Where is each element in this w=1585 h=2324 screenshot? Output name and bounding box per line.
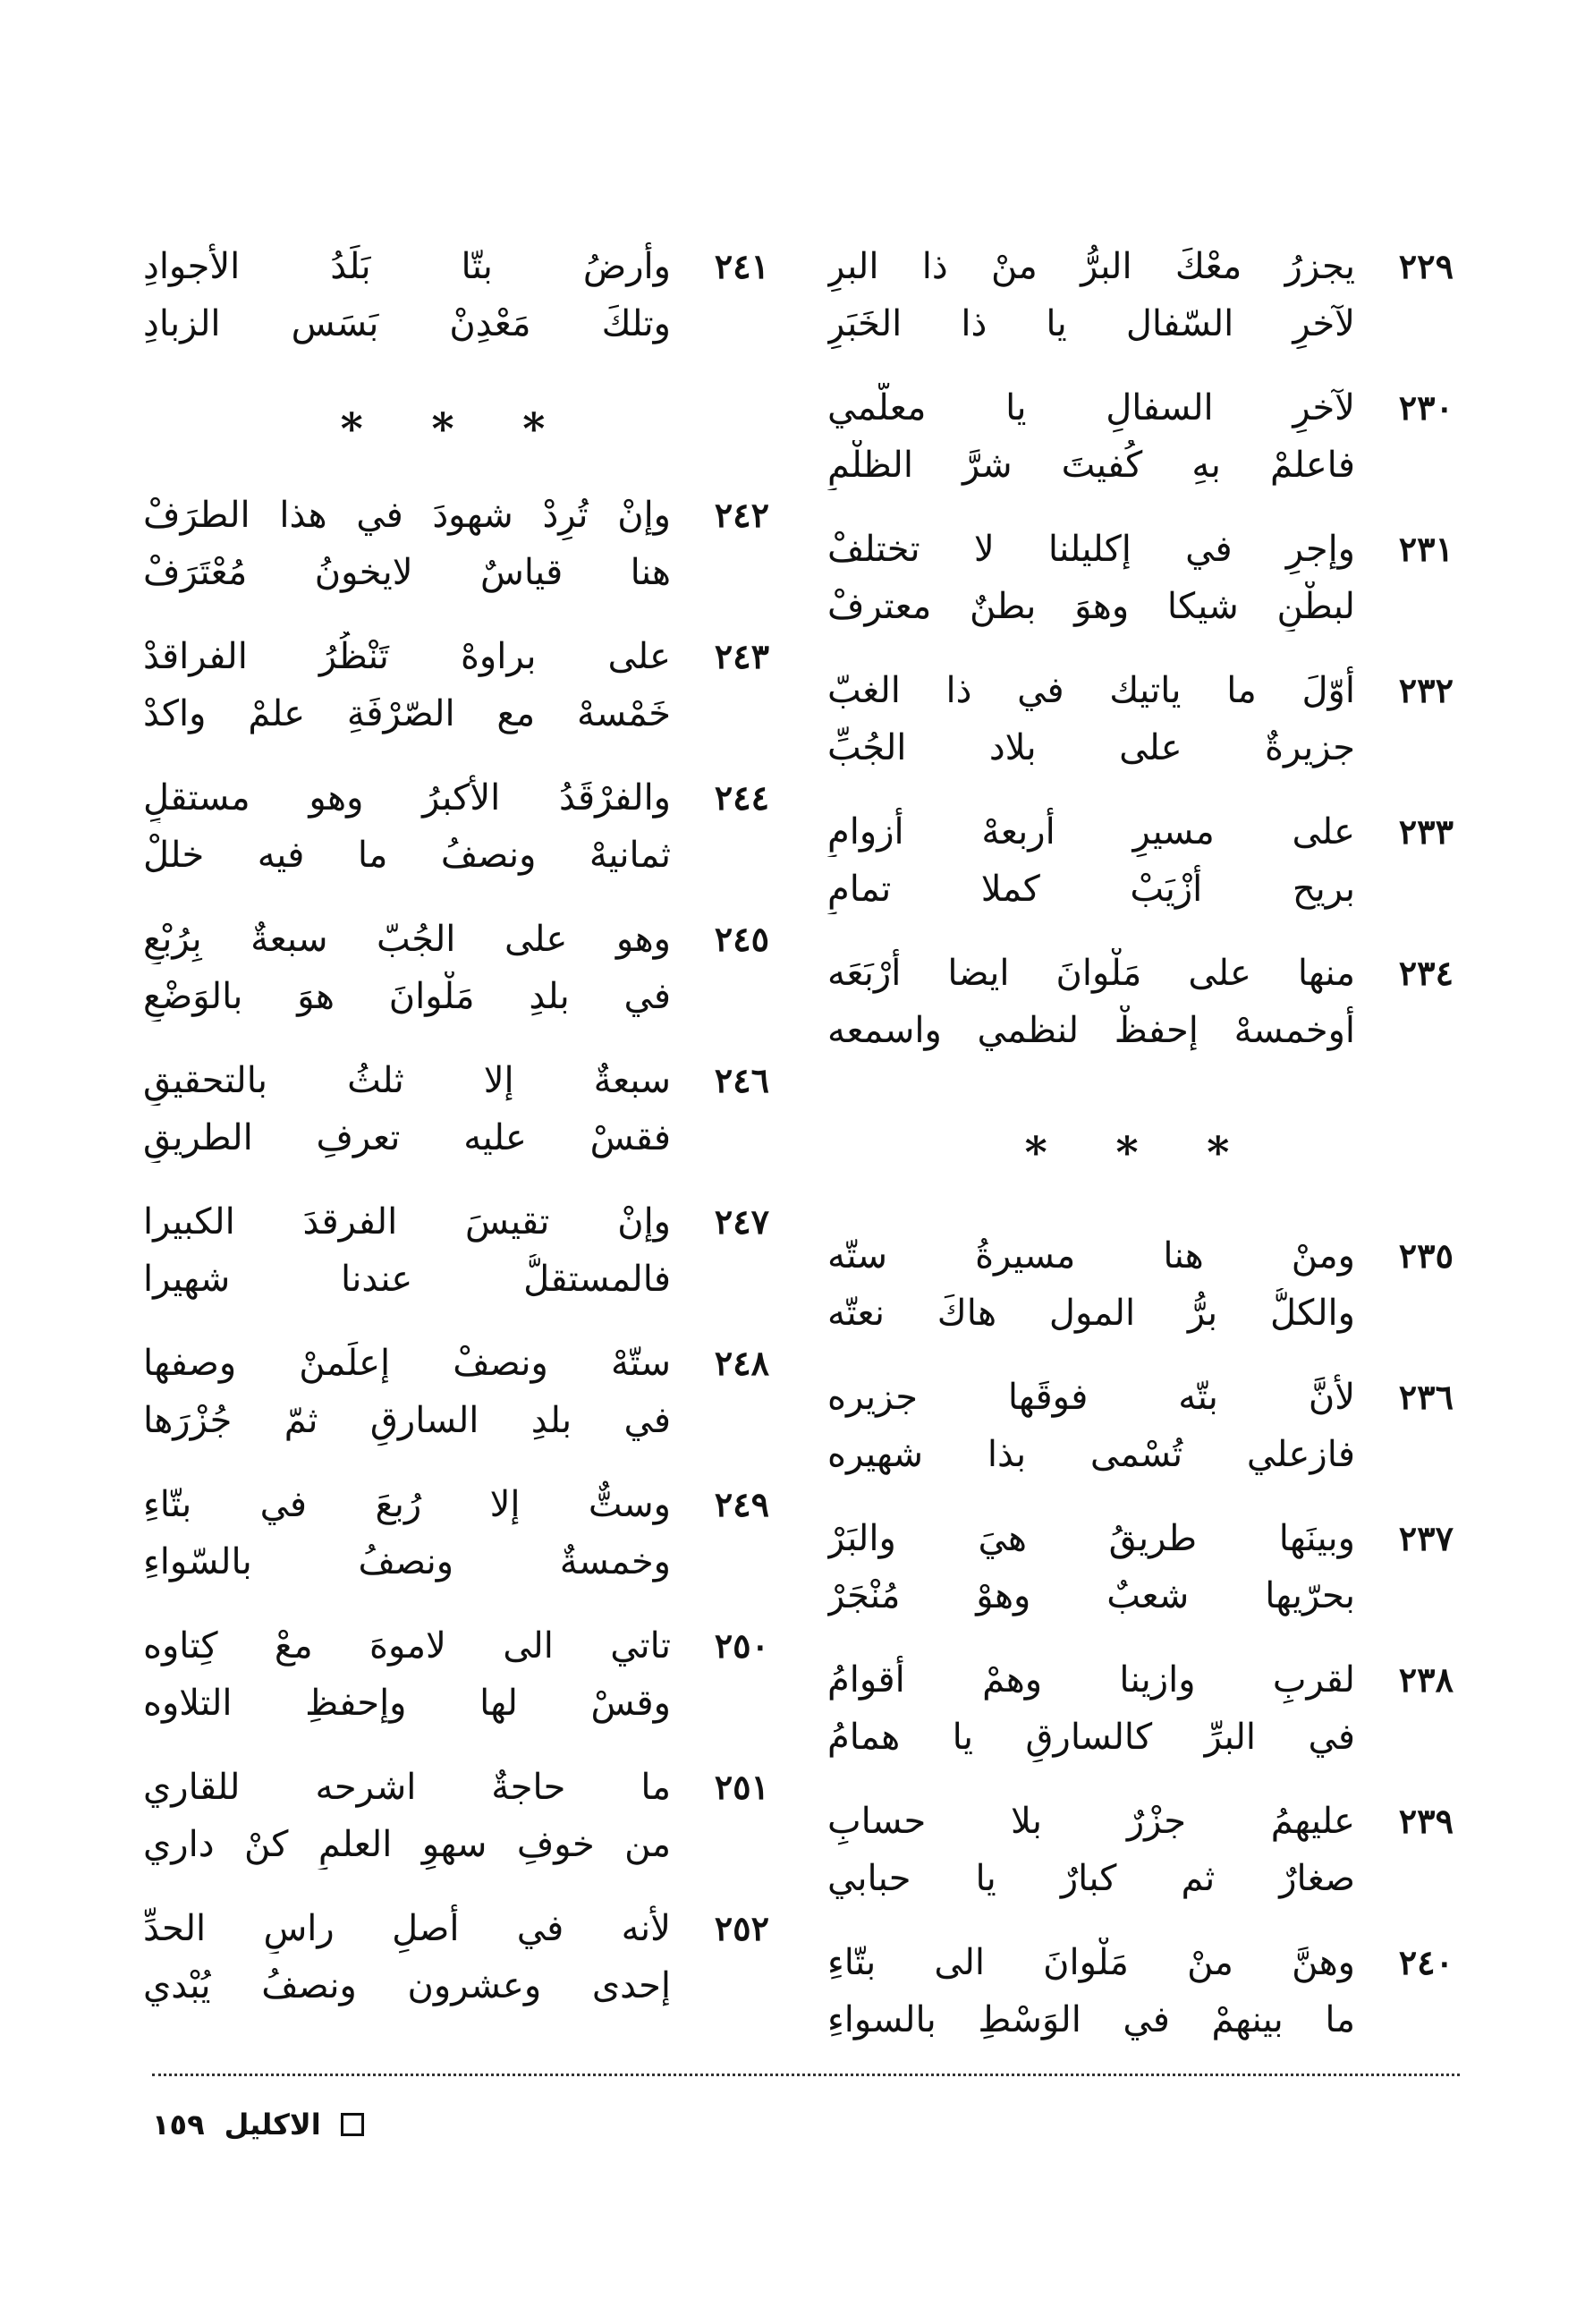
verse (827, 1648, 1454, 1789)
verse-first-hemistich: وستٌّ إلا رُبعَ في بتّاءِ (143, 1484, 671, 1525)
verse (827, 941, 1454, 1082)
verse-second-hemistich: في البرِّ كالسارقِ يا همامُ (827, 1717, 1355, 1758)
verse (143, 1048, 769, 1190)
verse-second-hemistich: بحرّيها شعبٌ وهوْ مُنْجَرْ (827, 1575, 1355, 1616)
verse-first-hemistich: عليهمُ جزْرٌ بلا حسابِ (827, 1801, 1355, 1842)
footer-divider (152, 2074, 1460, 2076)
verse-first-hemistich: ستّهْ ونصفْ إعلَمنْ وصفها (143, 1343, 671, 1384)
verse (143, 766, 769, 907)
verse-first-hemistich: سبعةٌ إلا ثلثُ بالتحقيقِ (143, 1060, 671, 1101)
verse-first-hemistich: وبينَها طريقُ هيَ والبَرْ (827, 1518, 1355, 1559)
verse (143, 1614, 769, 1755)
verse-first-hemistich: وإنْ تقيسَ الفرقدَ الكبيرا (143, 1201, 671, 1243)
verse-second-hemistich: أوخمسهْ إحفظْ لنظمي واسمعه (827, 1010, 1355, 1051)
verse-number: ٢٥١ (714, 1767, 769, 1807)
square-icon (341, 2113, 364, 2136)
verse-second-hemistich: لآخرِ السّفال يا ذا الخَبَرِ (827, 303, 1355, 344)
verse-first-hemistich: وإنْ تُرِدْ شهودَ في هذا الطرَفْ (143, 495, 671, 536)
verse-first-hemistich: على براوهْ تَنْظُرُ الفراقدْ (143, 636, 671, 677)
verse (143, 1190, 769, 1331)
verse-number: ٢٣٢ (1398, 670, 1454, 710)
verse-number: ٢٣٤ (1398, 953, 1454, 993)
verse-number: ٢٣٦ (1398, 1377, 1454, 1417)
verse-second-hemistich: فاعلمْ بهِ كُفيتَ شرَّ الظلْمِ (827, 445, 1355, 486)
verse (827, 1930, 1454, 2072)
verse-second-hemistich: ثمانيهْ ونصفُ ما فيه خللْ (143, 835, 671, 876)
verse-second-hemistich: والكلُّ برُّ المول هاكَ نعتّه (827, 1293, 1355, 1334)
verse-second-hemistich: وتلكَ مَعْدِنْ بَسَس الزبادِ (143, 303, 671, 344)
verse (143, 483, 769, 624)
verse (143, 907, 769, 1048)
left-column (143, 234, 769, 2038)
verse-second-hemistich: فازعلي تُسْمى بذا شهيره (827, 1434, 1355, 1475)
footer-title: الاكليل (224, 2108, 321, 2142)
verse-number: ٢٣٨ (1398, 1659, 1454, 1700)
verse-second-hemistich: وخمسةٌ ونصفُ بالسّواءِ (143, 1541, 671, 1582)
verse-second-hemistich: صغارٌ ثم كبارٌ يا حبابي (827, 1858, 1355, 1899)
verse-number: ٢٤٦ (714, 1060, 769, 1100)
verse-second-hemistich: بريح أزْيَبْ كملا تمامِ (827, 869, 1355, 910)
verse (827, 376, 1454, 517)
verse (827, 517, 1454, 658)
verse-first-hemistich: على مسيرِ أربعهْ أزوامِ (827, 811, 1355, 852)
verse-first-hemistich: والفرْقَدُ الأكبرُ وهو مستقلٍ (143, 777, 671, 818)
verse-second-hemistich: هنا قياسٌ لايخونُ مُعْتَرَفْ (143, 552, 671, 593)
verse-first-hemistich: يجزرُ معْكَ البرُّ منْ ذا البرِ (827, 246, 1355, 287)
verse-first-hemistich: وإجرِ في إكليلنا لا تختلفْ (827, 529, 1355, 570)
verse-number: ٢٢٩ (1398, 246, 1454, 286)
verse-first-hemistich: تاتي الى لاموهَ معْ كِتاوه (143, 1625, 671, 1667)
verse-second-hemistich: جزيرةٌ على بلاد الجُبِّ (827, 727, 1355, 768)
verse-first-hemistich: لقربِ وازينا وهمْ أقوامُ (827, 1659, 1355, 1701)
verse-second-hemistich: فالمستقلُّ عندنا شهيرا (143, 1259, 671, 1300)
verse-second-hemistich: في بلدِ مَلْوانَ هوَ بالوَضْعِ (143, 976, 671, 1017)
verse-first-hemistich: وهنَّ منْ مَلْوانَ الى بتّاءِ (827, 1942, 1355, 1983)
verse-second-hemistich: فقسْ عليه تعرفِ الطريقِ (143, 1117, 671, 1158)
verse (143, 1331, 769, 1472)
verse-second-hemistich: في بلدِ السارقِ ثمّ جُزْرَها (143, 1400, 671, 1441)
verse-number: ٢٣٧ (1398, 1518, 1454, 1558)
verse-second-hemistich: وقسْ لها وإحفظِ التلاوه (143, 1683, 671, 1724)
verse-second-hemistich: إحدى وعشرون ونصفُ يُبْدي (143, 1965, 671, 2006)
verse (827, 800, 1454, 941)
verse-number: ٢٤٥ (714, 919, 769, 959)
verse-number: ٢٥٠ (714, 1625, 769, 1666)
verse-number: ٢٣٩ (1398, 1801, 1454, 1841)
verse-number: ٢٤٩ (714, 1484, 769, 1524)
verse-first-hemistich: وهو على الجُبّ سبعةٌ بِرُبْعِ (143, 919, 671, 960)
verse-number: ٢٤٨ (714, 1343, 769, 1383)
verse (143, 1896, 769, 2038)
verse (827, 1365, 1454, 1506)
verse-first-hemistich: منها على مَلْوانَ ايضا أرْبَعَه (827, 953, 1355, 994)
section-separator: * * * (1024, 1128, 1257, 1178)
verse-number: ٢٣٥ (1398, 1235, 1454, 1276)
verse (827, 658, 1454, 800)
verse (827, 1789, 1454, 1930)
verse (827, 234, 1454, 376)
verse-number: ٢٣٣ (1398, 811, 1454, 852)
verse-number: ٢٥٢ (714, 1908, 769, 1948)
verse-second-hemistich: ما بينهمْ في الوَسْطِ بالسواءِ (827, 1999, 1355, 2040)
verse-first-hemistich: وأرضُ بتّا بَلَدُ الأجوادِ (143, 246, 671, 287)
verse (827, 1506, 1454, 1648)
verse-second-hemistich: من خوفِ سهوِ العلمِ كنْ داري (143, 1824, 671, 1865)
page-footer (152, 2098, 364, 2151)
verse-first-hemistich: لأنَّ بتّه فوقَها جزيره (827, 1377, 1355, 1418)
right-column (827, 234, 1454, 2072)
verse-number: ٢٤٧ (714, 1201, 769, 1242)
verse-number: ٢٣١ (1398, 529, 1454, 569)
page-number: ١٥٩ (152, 2108, 205, 2142)
verse (143, 1472, 769, 1614)
verse-number: ٢٣٠ (1398, 387, 1454, 428)
section-separator: * * * (340, 404, 572, 454)
verse-number: ٢٤٠ (1398, 1942, 1454, 1982)
verse-second-hemistich: لبطْنِ شيكا وهوَ بطنٌ معترفْ (827, 586, 1355, 627)
verse-first-hemistich: لآخرِ السفالِ يا معلّمي (827, 387, 1355, 428)
verse-first-hemistich: أوّلَ ما ياتيك في ذا الغبّ (827, 670, 1355, 711)
verse-number: ٢٤٤ (714, 777, 769, 818)
verse-first-hemistich: ومنْ هنا مسيرةُ ستّه (827, 1235, 1355, 1277)
verse (143, 234, 769, 376)
verse (143, 1755, 769, 1896)
verse-first-hemistich: لأنه في أصلِ راسِ الحدِّ (143, 1908, 671, 1949)
verse-number: ٢٤٢ (714, 495, 769, 535)
verse-number: ٢٤١ (714, 246, 769, 286)
verse-first-hemistich: ما حاجةٌ اشرحه للقاري (143, 1767, 671, 1808)
verse (143, 624, 769, 766)
verse-number: ٢٤٣ (714, 636, 769, 676)
verse-second-hemistich: خَمْسهْ مع الصّرْفَةِ علمْ واكدْ (143, 693, 671, 734)
verse (827, 1224, 1454, 1365)
